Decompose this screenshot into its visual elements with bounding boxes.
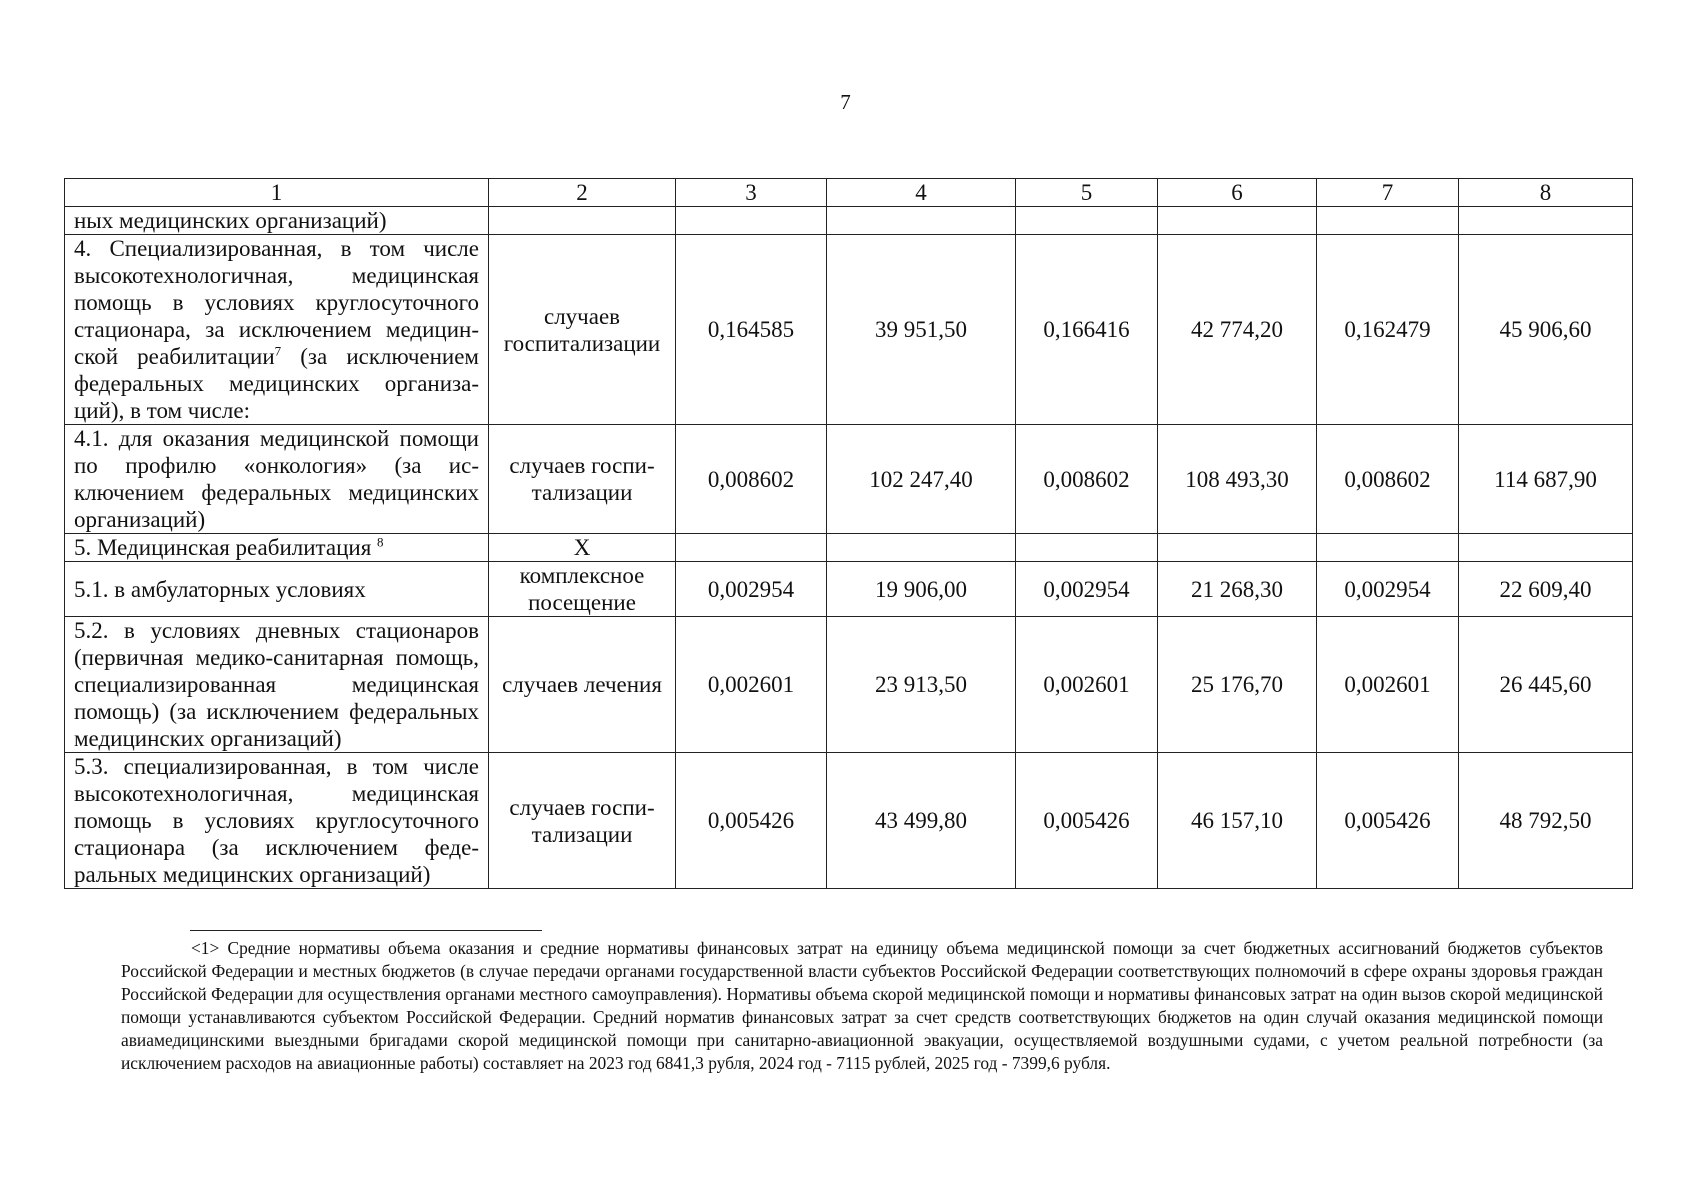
row-value-2024-cost: 108 493,30 — [1158, 425, 1317, 534]
row-value-2025-cost: 22 609,40 — [1459, 562, 1633, 617]
table-row — [65, 753, 1633, 889]
row-value-2023-volume: 0,005426 — [676, 753, 827, 889]
row-unit — [489, 207, 676, 235]
row-value-2023-volume: 0,164585 — [676, 235, 827, 425]
row-value-2024-volume: 0,005426 — [1016, 753, 1158, 889]
row-unit: комплексное посещение — [489, 562, 676, 617]
row-value-2023-cost: 102 247,40 — [827, 425, 1016, 534]
row-value-2025-volume: 0,005426 — [1317, 753, 1459, 889]
row-value-2025-cost — [1459, 534, 1633, 562]
footnote-ref: 8 — [377, 534, 384, 550]
row-unit: X — [489, 534, 676, 562]
row-description: ных медицинских организаций) — [65, 207, 489, 235]
row-value-2024-volume — [1016, 207, 1158, 235]
table-row — [65, 207, 1633, 235]
row-value-2024-volume: 0,002601 — [1016, 617, 1158, 753]
row-value-2025-cost: 45 906,60 — [1459, 235, 1633, 425]
row-value-2025-volume — [1317, 207, 1459, 235]
row-value-2025-cost: 26 445,60 — [1459, 617, 1633, 753]
row-value-2024-cost — [1158, 534, 1317, 562]
norms-table — [64, 178, 1633, 889]
row-description: 5.3. специализированная, в том числе высокотехнологичная, медицинская помощь в условиях круглосуточного стационара (за исключением федеральных медицинских организаций) — [65, 753, 489, 889]
table-row — [65, 534, 1633, 562]
table-row — [65, 562, 1633, 617]
row-value-2025-cost: 48 792,50 — [1459, 753, 1633, 889]
row-value-2024-volume: 0,002954 — [1016, 562, 1158, 617]
footnote-divider — [190, 930, 542, 931]
header-col-3: 3 — [676, 179, 827, 207]
row-unit: случаев госпитализации — [489, 753, 676, 889]
row-value-2023-volume: 0,002954 — [676, 562, 827, 617]
page-number: 7 — [840, 90, 851, 114]
header-col-6: 6 — [1158, 179, 1317, 207]
row-value-2023-volume: 0,002601 — [676, 617, 827, 753]
row-value-2024-volume: 0,166416 — [1016, 235, 1158, 425]
row-description: 4.1. для оказания медицинской помощи по профилю «онкология» (за исключением федеральных медицинских организаций) — [65, 425, 489, 534]
header-col-8: 8 — [1459, 179, 1633, 207]
row-value-2023-cost — [827, 207, 1016, 235]
table-row — [65, 617, 1633, 753]
row-value-2024-cost: 46 157,10 — [1158, 753, 1317, 889]
row-value-2023-cost: 43 499,80 — [827, 753, 1016, 889]
row-description: 5.1. в амбулаторных условиях — [65, 562, 489, 617]
header-col-5: 5 — [1016, 179, 1158, 207]
header-col-2: 2 — [489, 179, 676, 207]
row-description: 5.2. в условиях дневных стационаров (первичная медико-санитарная помощь, специализированная медицинская помощь) (за исключением федеральных медицинских организаций) — [65, 617, 489, 753]
header-col-1: 1 — [65, 179, 489, 207]
row-description-tail: (за исключением федеральных медицинских организаций), в том числе: — [74, 344, 479, 423]
row-value-2023-cost — [827, 534, 1016, 562]
row-description — [65, 235, 489, 425]
row-value-2025-volume — [1317, 534, 1459, 562]
row-value-2025-volume: 0,162479 — [1317, 235, 1459, 425]
row-description-text: 4. Специализированная, в том числе высокотехнологичная, медицинская помощь в условиях круглосуточного стационара, за исключением медицинской реабилитации — [74, 236, 479, 369]
footnote-text: <1> Средние нормативы объема оказания и средние нормативы финансовых затрат на единицу объема медицинской помощи за счет бюджетных ассигнований бюджетов субъектов Российской Федерации и местных бюджетов (в случае передачи органами государственной власти субъектов Российской Федерации соответствующих полномочий в сфере охраны здоровья граждан Российской Федерации для осуществления органами местного самоуправления). Нормативы объема скорой медицинской помощи и нормативы финансовых затрат на один вызов скорой медицинской помощи устанавливаются субъектом Российской Федерации. Средний норматив финансовых затрат за счет средств соответствующих бюджетов на один случай оказания медицинской помощи авиамедицинскими выездными бригадами скорой медицинской помощи при санитарно-авиационной эвакуации, осуществляемой воздушными судами, с учетом реальной потребности (за исключением расходов на авиационные работы) составляет на 2023 год 6841,3 рубля, 2024 год - 7115 рублей, 2025 год - 7399,6 рубля. — [121, 938, 1603, 1073]
row-description-text: 5. Медицинская реабилитация — [74, 535, 378, 560]
row-value-2023-volume: 0,008602 — [676, 425, 827, 534]
row-value-2024-cost: 25 176,70 — [1158, 617, 1317, 753]
footnote-ref: 7 — [274, 343, 282, 359]
row-unit: случаев госпитализации — [489, 235, 676, 425]
row-value-2023-volume — [676, 534, 827, 562]
row-unit: случаев госпитализации — [489, 425, 676, 534]
row-value-2024-volume: 0,008602 — [1016, 425, 1158, 534]
row-value-2025-volume: 0,008602 — [1317, 425, 1459, 534]
row-value-2023-cost: 39 951,50 — [827, 235, 1016, 425]
row-value-2025-volume: 0,002954 — [1317, 562, 1459, 617]
header-row — [65, 179, 1633, 207]
header-col-4: 4 — [827, 179, 1016, 207]
row-value-2025-volume: 0,002601 — [1317, 617, 1459, 753]
row-value-2023-cost: 19 906,00 — [827, 562, 1016, 617]
row-description — [65, 534, 489, 562]
row-value-2024-cost: 42 774,20 — [1158, 235, 1317, 425]
row-value-2024-volume — [1016, 534, 1158, 562]
row-value-2025-cost — [1459, 207, 1633, 235]
table-row — [65, 235, 1633, 425]
row-value-2023-volume — [676, 207, 827, 235]
row-value-2024-cost — [1158, 207, 1317, 235]
row-unit: случаев лечения — [489, 617, 676, 753]
row-value-2025-cost: 114 687,90 — [1459, 425, 1633, 534]
table-row — [65, 425, 1633, 534]
row-value-2024-cost: 21 268,30 — [1158, 562, 1317, 617]
header-col-7: 7 — [1317, 179, 1459, 207]
row-value-2023-cost: 23 913,50 — [827, 617, 1016, 753]
